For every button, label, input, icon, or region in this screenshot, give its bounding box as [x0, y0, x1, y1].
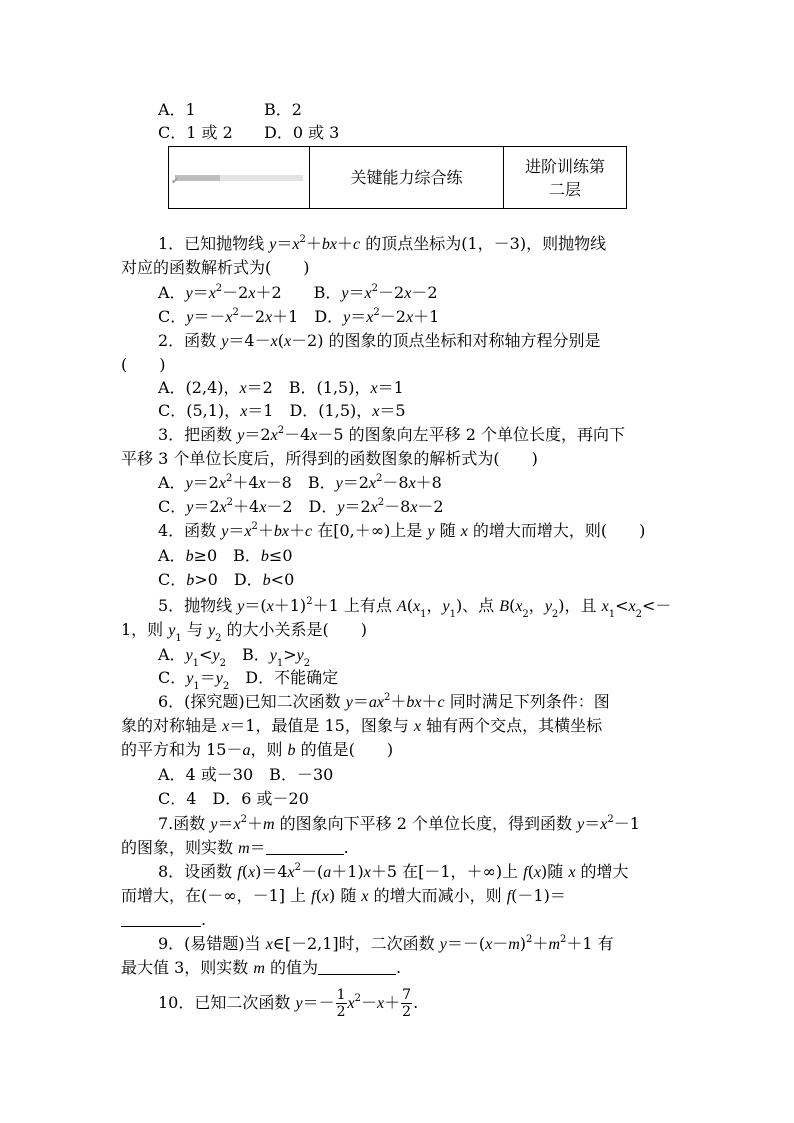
q3-options-ab: A．$y=2x^2+4x-8$ B．$y=2x^2-8x+8$: [158, 472, 442, 492]
q2-stem-line1: 2．函数 y＝4－x(x－2) 的图象的顶点坐标和对称轴方程分别是: [158, 331, 601, 350]
q5-stem-line1: 5．抛物线 $y=(x+1)^2+1$ 上有点 $A(x_1$，$y_1$)、点 $B(x_2$，$y_2$)，且 $x_1<x_2<-$: [158, 595, 672, 621]
q9-stem-line2: 最大值 3，则实数 m 的值为 .: [121, 958, 402, 977]
prev-option-b: B．2: [264, 100, 302, 119]
section-level-line1: 进阶训练第: [524, 156, 605, 176]
q6-stem-line1: 6．(探究题)已知二次函数 $y=ax^2+bx+c$ 同时满足下列条件：图: [158, 691, 610, 711]
q10-prefix: 10．已知二次函数: [158, 993, 291, 1012]
fraction-denominator: 2: [402, 1004, 412, 1020]
q2-options-ab: A．(2,4)，x＝2 B．(1,5)，x＝1: [158, 378, 404, 397]
q9-stem-line1: 9．(易错题)当 x∈[－2,1]时，二次函数 $y=-(x-m)^2+m^2+1$ 有: [158, 933, 614, 953]
progress-fill: [175, 175, 220, 181]
check-icon: ✔: [171, 175, 180, 187]
q4-options-cd: C．b>0 D．b<0: [158, 570, 295, 589]
prev-option-c: C．1 或 2: [158, 123, 233, 142]
q5-stem-line2: 1，则 $y_1$ 与 $y_2$ 的大小关系是( ): [121, 620, 368, 645]
q1-options-ab: A．$y=x^2-2x+2$ B．$y=x^2-2x-2$: [158, 282, 438, 302]
q4-stem: 4．函数 $y=x^2+bx+c$ 在[0,＋∞)上是 y 随 x 的增大而增大，则( ): [158, 520, 646, 540]
q6-options-ab: A．4 或－30 B．－30: [158, 765, 334, 784]
answer-blank[interactable]: [266, 840, 344, 855]
q6-options-cd: C．4 D．6 或－20: [158, 789, 309, 808]
answer-blank[interactable]: [318, 960, 396, 975]
fraction: [401, 987, 412, 1020]
section-level-line2: 二层: [548, 179, 581, 199]
q8-stem-line1: 8．设函数 $f(x)=4x^2-(a+1)x+5$ 在[－1，＋∞)上 f(x)随 x 的增大: [158, 861, 629, 881]
progress-cell: [169, 147, 310, 209]
q8-stem-line2: 而增大，在(－∞，－1] 上 f(x) 随 x 的增大而减小，则 f(－1)＝: [121, 886, 566, 905]
q3-options-cd: C．$y=2x^2+4x-2$ D．$y=2x^2-8x-2$: [158, 496, 444, 516]
q6-stem-line2: 象的对称轴是 x＝1，最值是 15，图象与 x 轴有两个交点，其横坐标: [121, 716, 603, 735]
fraction-numerator: 1: [336, 987, 346, 1003]
q1-options-cd: C．$y=-x^2-2x+1$ D．$y=x^2-2x+1$: [158, 306, 440, 326]
q5-options-cd: C．$y_1=y_2$ D．不能确定: [158, 668, 339, 693]
q6-stem-line3: 的平方和为 15－a，则 b 的值是( ): [121, 740, 394, 759]
q3-stem-line1: 3．把函数 $y=2x^2-4x-5$ 的图象向左平移 2 个单位长度，再向下: [158, 424, 625, 444]
progress-bar: [171, 175, 303, 187]
fraction-denominator: 2: [336, 1004, 346, 1020]
q10-stem: 10．已知二次函数 y＝－ $\frac{1}{2}$ $x^2-x+$ $\frac{7}{2}$ .: [158, 987, 419, 1020]
q8-stem-line3: .: [121, 910, 206, 930]
q2-stem-line2: ( ): [121, 355, 166, 374]
fraction-numerator: 7: [402, 987, 412, 1003]
q1-stem-line2: 对应的函数解析式为( ): [121, 258, 310, 277]
q4-options-ab: A．b≥0 B．b≤0: [158, 546, 293, 565]
prev-option-a: A．1: [158, 100, 196, 119]
fraction: [336, 987, 347, 1020]
q7-stem-line2: 的图象，则实数 m＝ .: [121, 838, 349, 857]
section-header-table: [168, 146, 627, 209]
q2-options-cd: C．(5,1)，x＝1 D．(1,5)，x＝5: [158, 401, 406, 420]
section-title: 关键能力综合练: [310, 147, 504, 209]
q5-options-ab: A．$y_1<y_2$ B．$y_1>y_2$: [158, 645, 311, 670]
q3-stem-line2: 平移 3 个单位长度后，所得到的函数图象的解析式为( ): [121, 449, 538, 468]
prev-option-d: D．0 或 3: [264, 123, 340, 142]
q7-stem-line1: 7.函数 $y=x^2+m$ 的图象向下平移 2 个单位长度，得到函数 $y=x^2-1$: [158, 813, 640, 833]
q1-stem-line1: 1．已知抛物线 $y=x^2+bx+c$ 的顶点坐标为(1，－3)，则抛物线: [158, 233, 607, 253]
answer-blank[interactable]: [121, 912, 201, 927]
section-level: [504, 147, 627, 209]
